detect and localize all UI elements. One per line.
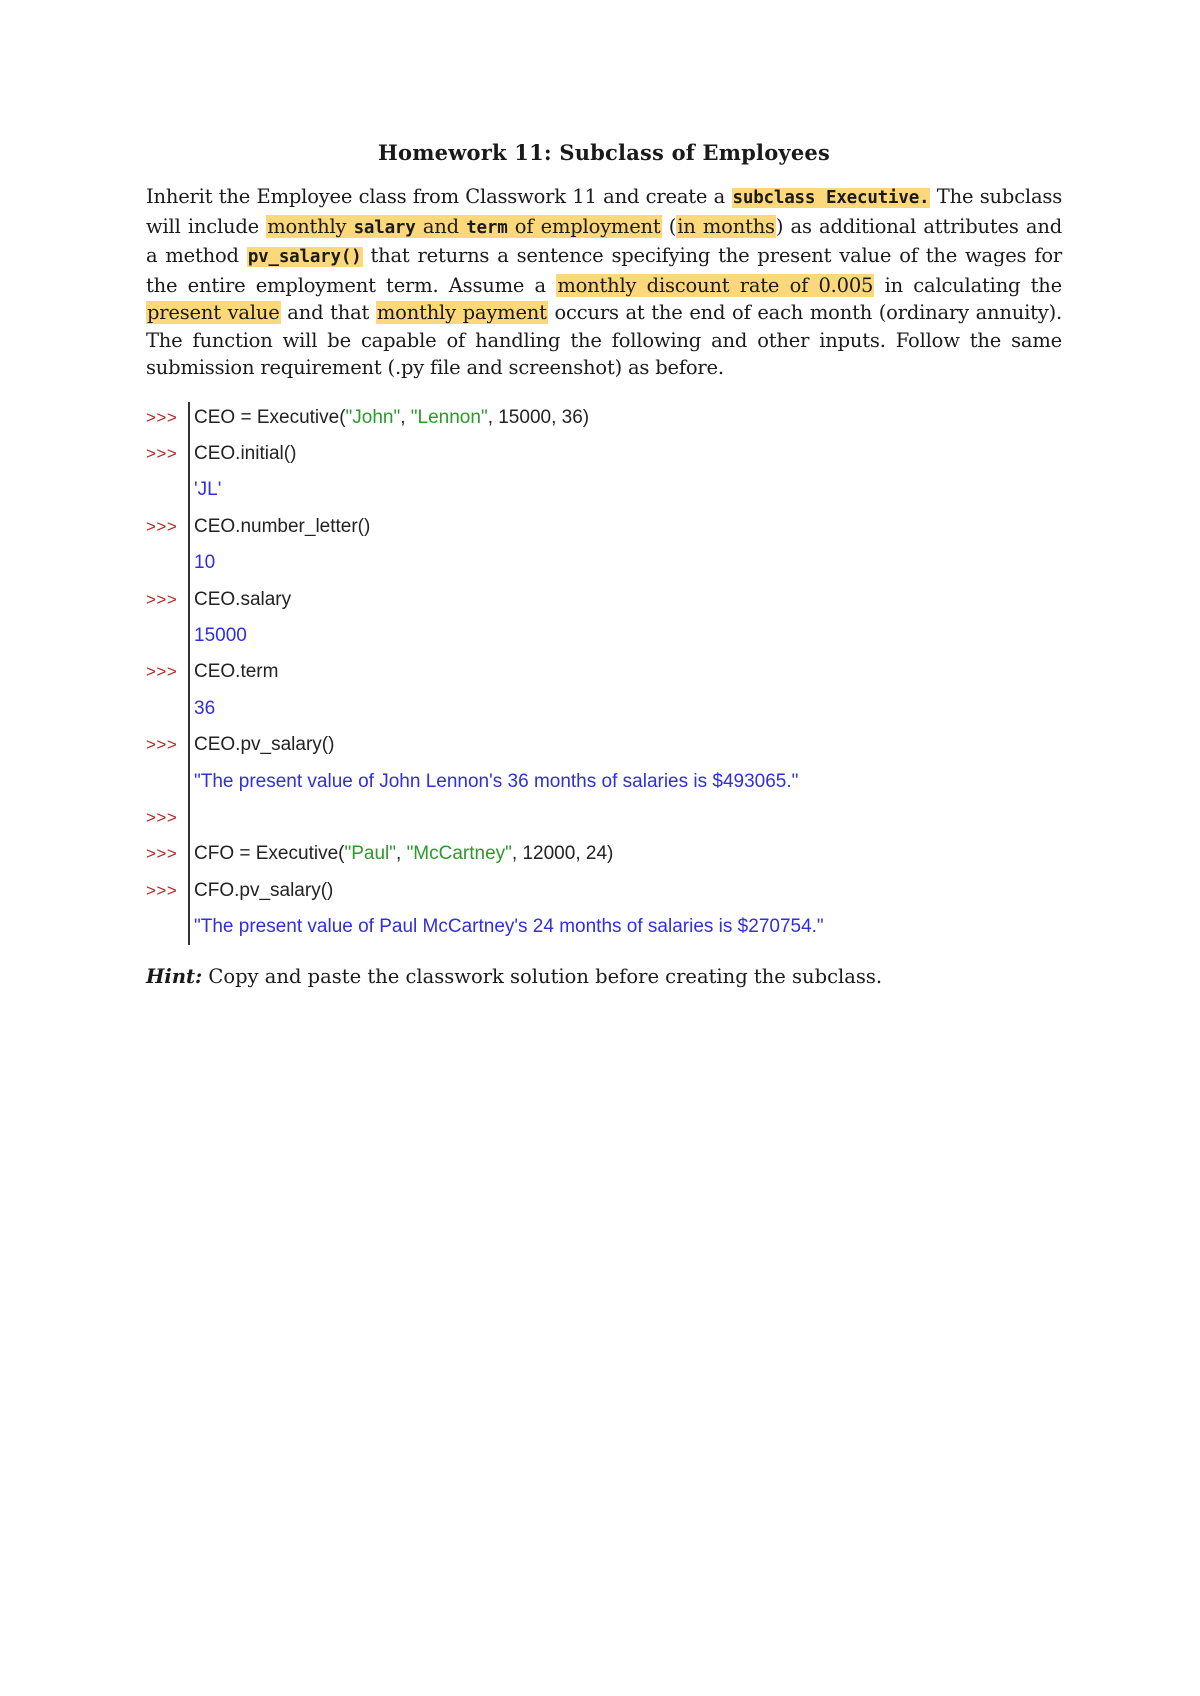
highlight-monthly-salary-term bbox=[266, 215, 661, 238]
text-segment: ) as additional attributes and a method bbox=[146, 214, 1062, 267]
page-title: Homework 11: Subclass of Employees bbox=[378, 140, 830, 165]
console-row bbox=[146, 873, 1062, 909]
hint-paragraph bbox=[146, 963, 1062, 990]
string-token: "John" bbox=[345, 406, 401, 428]
console-input: CEO.pv_salary() bbox=[194, 734, 335, 756]
code-term: term bbox=[466, 217, 508, 238]
highlight-discount-rate: monthly discount rate of 0.005 bbox=[557, 273, 874, 297]
text-segment: of employment bbox=[507, 214, 661, 238]
console-input: CEO.salary bbox=[194, 588, 292, 610]
code-token: , bbox=[400, 406, 411, 428]
console-row bbox=[146, 836, 1062, 872]
string-token: "McCartney" bbox=[406, 843, 512, 865]
console-input: CEO.initial() bbox=[194, 443, 297, 465]
code-token: , bbox=[396, 843, 407, 865]
console-output: 36 bbox=[194, 697, 216, 719]
code-token: CFO = Executive( bbox=[194, 843, 345, 865]
console-row bbox=[146, 691, 1062, 727]
text-segment: and bbox=[415, 214, 467, 238]
highlight-subclass-executive: subclass Executive. bbox=[732, 188, 930, 208]
text-segment: in calculating the bbox=[874, 273, 1062, 297]
code-salary: salary bbox=[353, 217, 416, 238]
console-output: 10 bbox=[194, 552, 216, 574]
code-token: , 12000, 24) bbox=[511, 843, 614, 865]
console-row bbox=[146, 472, 1062, 508]
console-row bbox=[146, 545, 1062, 581]
text-segment: occurs at the end of each month (ordinary annuity). The function will be capable of handling the following and other inputs. Follow the same submission requirement (.py file and screenshot) as before. bbox=[146, 301, 1063, 379]
highlight-pv-salary: pv_salary() bbox=[247, 247, 362, 267]
console-prompt: >>> bbox=[146, 589, 178, 609]
console-row bbox=[146, 400, 1062, 436]
console-input bbox=[188, 843, 613, 865]
console-output: 'JL' bbox=[194, 479, 222, 501]
text-segment: that returns a sentence specifying the present value of the wages for the entire employment term. Assume a bbox=[146, 244, 1063, 297]
instructions-paragraph bbox=[146, 183, 1062, 382]
python-console-example bbox=[146, 400, 1062, 946]
text-segment: monthly bbox=[267, 214, 354, 238]
console-prompt: >>> bbox=[146, 807, 178, 827]
console-input bbox=[188, 407, 589, 429]
console-prompt: >>> bbox=[146, 662, 178, 682]
text-segment: The subclass will include bbox=[146, 185, 1062, 238]
text-segment: ( bbox=[661, 214, 677, 238]
console-prompt: >>> bbox=[146, 880, 178, 900]
console-prompt: >>> bbox=[146, 735, 178, 755]
console-output: 15000 bbox=[194, 625, 247, 647]
hint-label: Hint: bbox=[146, 965, 203, 989]
console-row bbox=[146, 581, 1062, 617]
highlight-monthly-payment: monthly payment bbox=[376, 301, 547, 324]
code-token: , 15000, 36) bbox=[487, 406, 590, 428]
console-row bbox=[146, 727, 1062, 763]
console-output: "The present value of John Lennon's 36 months of salaries is $493065." bbox=[194, 770, 799, 792]
console-prompt: >>> bbox=[146, 844, 178, 864]
console-row bbox=[146, 436, 1062, 472]
console-prompt: >>> bbox=[146, 407, 178, 427]
console-input: CEO.number_letter() bbox=[194, 515, 371, 537]
code-token: CEO = Executive( bbox=[194, 406, 346, 428]
string-token: "Paul" bbox=[344, 843, 396, 865]
console-row bbox=[146, 800, 1062, 836]
document-page bbox=[146, 140, 1062, 1010]
text-segment: and that bbox=[280, 301, 376, 324]
console-row bbox=[146, 763, 1062, 799]
console-input: CFO.pv_salary() bbox=[194, 879, 334, 901]
highlight-in-months: in months bbox=[677, 214, 775, 238]
console-row bbox=[146, 509, 1062, 545]
console-row bbox=[146, 654, 1062, 690]
string-token: "Lennon" bbox=[410, 406, 488, 428]
console-output: "The present value of Paul McCartney's 24 months of salaries is $270754." bbox=[194, 916, 824, 938]
console-prompt: >>> bbox=[146, 516, 178, 536]
highlight-present-value: present value bbox=[147, 301, 280, 324]
console-input: CEO.term bbox=[194, 661, 279, 683]
console-prompt: >>> bbox=[146, 444, 178, 464]
console-row bbox=[146, 909, 1062, 945]
text-segment: Inherit the Employee class from Classwork 11 and create a bbox=[146, 185, 732, 208]
console-row bbox=[146, 618, 1062, 654]
hint-text: Copy and paste the classwork solution before creating the subclass. bbox=[202, 965, 883, 989]
